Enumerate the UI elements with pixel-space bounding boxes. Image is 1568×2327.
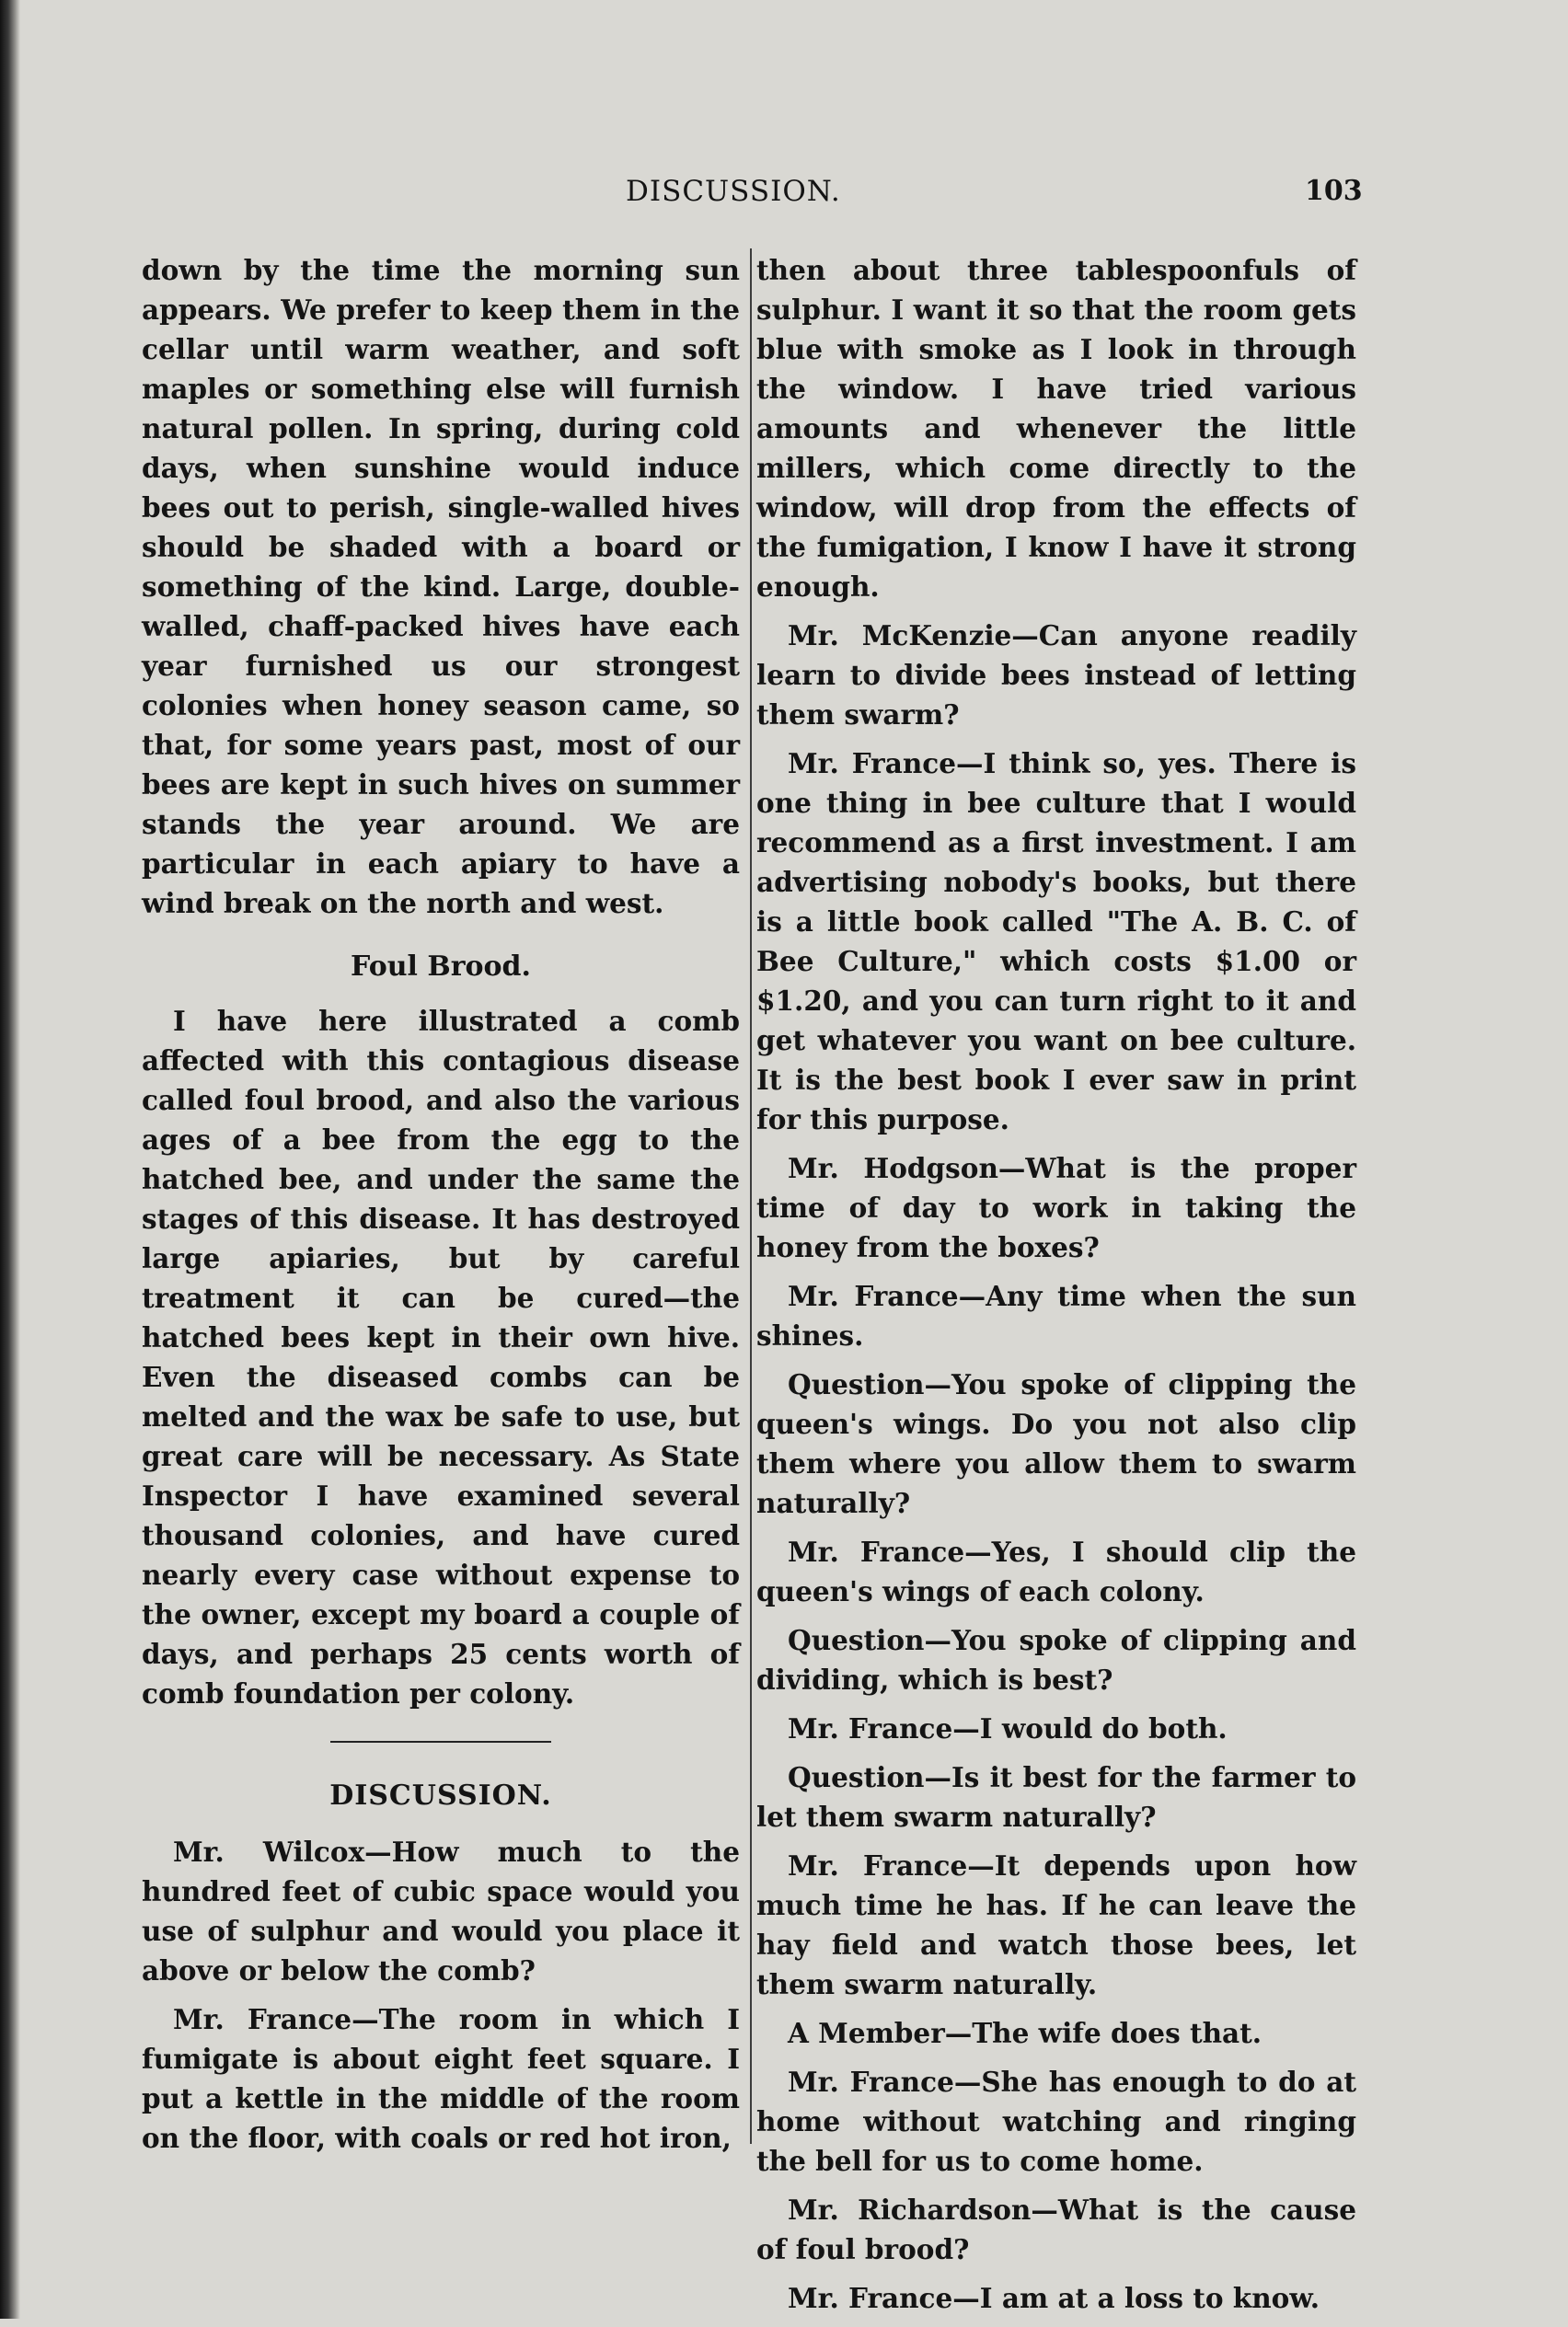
paragraph-france-sun: Mr. France—Any time when the sun shines. <box>756 1280 1356 1352</box>
right-column <box>756 250 1356 2327</box>
page-number: 103 <box>1305 175 1363 207</box>
paragraph-member-wife: A Member—The wife does that. <box>788 2017 1262 2049</box>
paragraph-question-farmer: Question—Is it best for the farmer to let them swarm naturally? <box>756 1761 1356 1833</box>
paragraph-france-answer: Mr. France—The room in which I fumigate is about eight feet square. I put a kettle in the middle of the room on the floor, with coals or red hot iron, <box>142 2003 740 2154</box>
book-binding-edge <box>0 0 20 2319</box>
paragraph-france-depends: Mr. France—It depends upon how much time he has. If he can leave the hay field and watch those bees, let them swarm naturally. <box>756 1849 1356 2000</box>
page-header <box>0 175 1568 221</box>
paragraph-wilcox-question: Mr. Wilcox—How much to the hundred feet of cubic space would you use of sulphur and would you place it above or below the comb? <box>142 1836 740 1987</box>
paragraph-question-dividing: Question—You spoke of clipping and dividing, which is best? <box>756 1624 1356 1696</box>
paragraph-question-clipping: Question—You spoke of clipping the queen's wings. Do you not also clip them where you allow them to swarm naturally? <box>756 1368 1356 1519</box>
column-divider <box>750 248 752 2144</box>
discussion-heading: DISCUSSION. <box>329 1780 552 1812</box>
running-title: DISCUSSION. <box>626 175 841 208</box>
section-heading-foul-brood: Foul Brood. <box>351 950 531 983</box>
section-divider <box>330 1741 551 1743</box>
intro-paragraph: down by the time the morning sun appears. We prefer to keep them in the cellar until warm weather, and soft maples or something else will furnish natural pollen. In spring, during cold days, when sunshine would induce bees out to perish, single-walled hives should be shaded with a board or something of the kind. Large, double-walled, chaff-packed hives have each year furnished us our strongest colonies when honey season came, so that, for some years past, most of our bees are kept in such hives on summer stands the year around. We are particular in each apiary to have a wind break on the north and west. <box>142 254 740 919</box>
paragraph-france-both: Mr. France—I would do both. <box>788 1712 1228 1745</box>
foul-brood-paragraph: I have here illustrated a comb affected with this contagious disease called foul brood, and also the various ages of a bee from the egg to the hatched bee, and under the same the stages of this disease. It has destroyed large apiaries, but by careful treatment it can be cured—the hatched bees kept in their own hive. Even the diseased combs can be melted and the wax be safe to use, but great care will be necessary. As State Inspector I have examined several thousand colonies, and have cured nearly every case without expense to the owner, except my board a couple of days, and perhaps 25 cents worth of comb foundation per colony. <box>142 1005 740 1710</box>
paragraph-france-home: Mr. France—She has enough to do at home without watching and ringing the bell for us to come home. <box>756 2066 1356 2177</box>
paragraph-france-clip: Mr. France—Yes, I should clip the queen's wings of each colony. <box>756 1536 1356 1607</box>
paragraph-hodgson-question: Mr. Hodgson—What is the proper time of day to work in taking the honey from the boxes? <box>756 1152 1356 1263</box>
paragraph-richardson-question: Mr. Richardson—What is the cause of foul brood? <box>756 2194 1356 2265</box>
paragraph-mckenzie-question: Mr. McKenzie—Can anyone readily learn to divide bees instead of letting them swarm? <box>756 619 1356 731</box>
paragraph-fumigation-continued: then about three tablespoonfuls of sulphur. I want it so that the room gets blue with smoke as I look in through the window. I have tried various amounts and whenever the little millers, which come directly to the window, will drop from the effects of the fumigation, I know I have it strong enough. <box>756 254 1356 603</box>
paragraph-france-abc-book: Mr. France—I think so, yes. There is one thing in bee culture that I would recommend as a first investment. I am advertising nobody's books, but there is a little book called "The A. B. C. of Bee Culture," which costs $1.00 or $1.20, and you can turn right to it and get whatever you want on bee culture. It is the best book I ever saw in print for this purpose. <box>756 747 1356 1135</box>
left-column <box>142 250 740 2167</box>
paragraph-france-loss: Mr. France—I am at a loss to know. <box>788 2282 1320 2314</box>
